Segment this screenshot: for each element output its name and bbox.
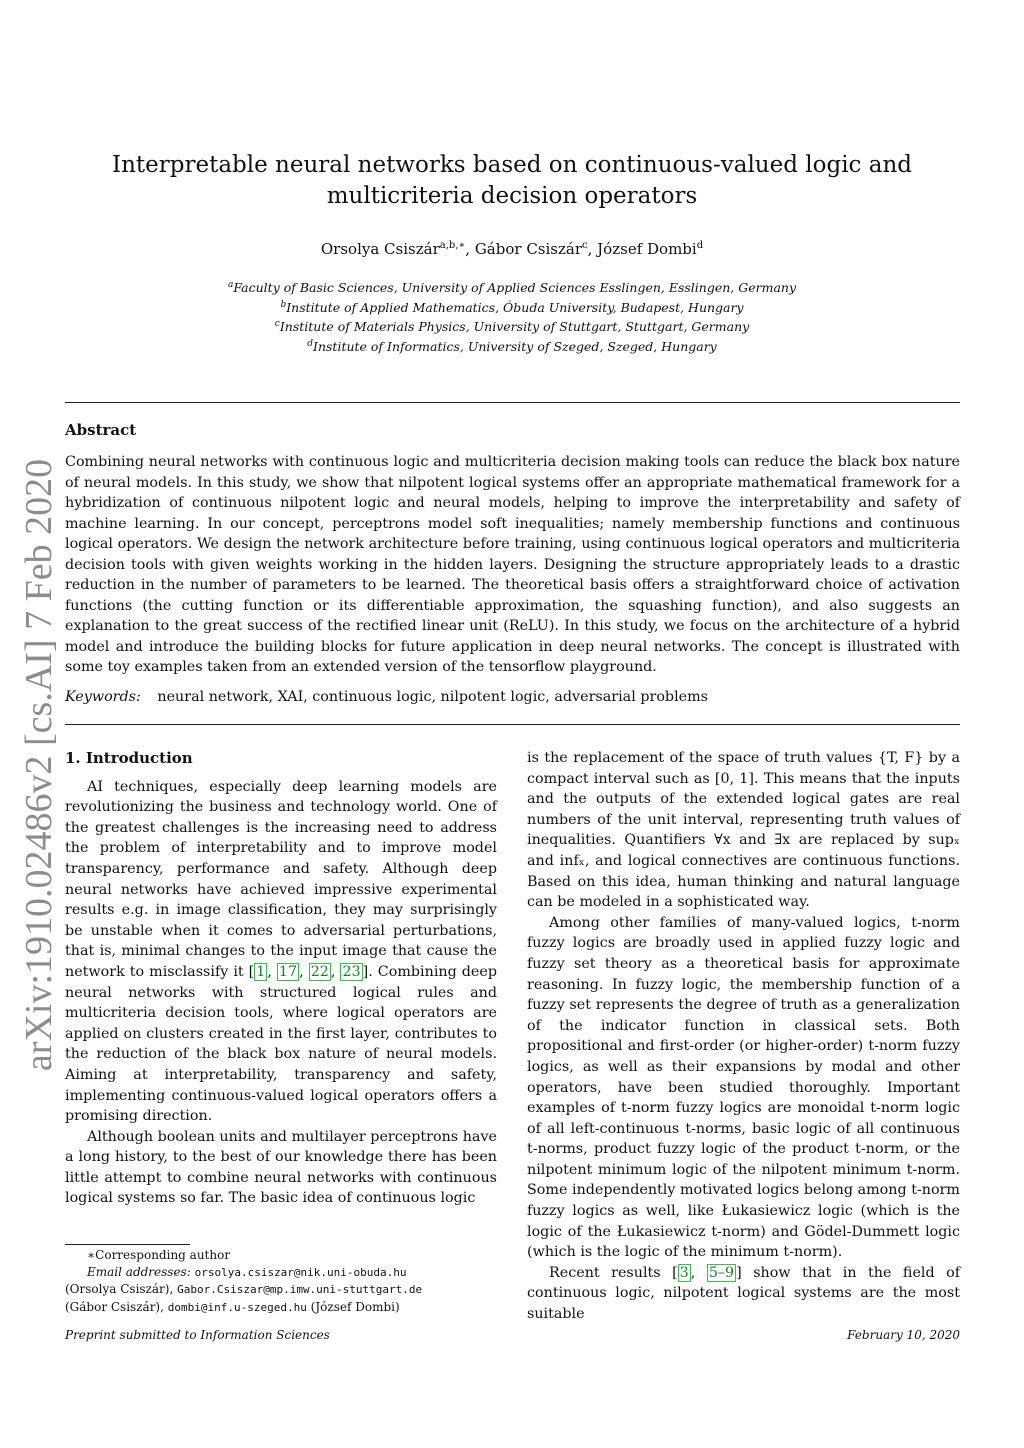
author-affiliation-mark: a,b,∗	[439, 240, 466, 251]
citation-link[interactable]: 22	[310, 963, 329, 980]
author-name: Gábor Csiszár	[474, 240, 583, 258]
intro-paragraph-4: Among other families of many-valued logics, t-norm fuzzy logics are broadly used in applied fuzzy logic and fuzzy set theory as a theoretical basis for approximate reasoning. In fuzzy logic, the membership function of a fuzzy set represents the degree of truth as a generalization of the indicator function in classical sets. Both propositional and first-order (or higher-order) t-norm fuzzy logics, as well as their expansions by modal and other operators, have been studied thoroughly. Important examples of t-norm fuzzy logics are monoidal t-norm logic of all left-continuous t-norms, basic logic of all continuous t-norms, product fuzzy logic of the product t-norm, or the nilpotent minimum logic of the nilpotent minimum t-norm. Some independently motivated logics belong among t-norm fuzzy logics as well, like Łukasiewicz logic (which is the logic of the Łukasiewicz t-norm) and Gödel-Dummett logic (which is the logic of the minimum t-norm).	[527, 914, 960, 1261]
citation-link[interactable]: 5–9	[708, 1264, 735, 1281]
footer-preprint-note: Preprint submitted to Information Sciences	[65, 1328, 330, 1342]
email-line	[65, 1264, 505, 1282]
author-affiliation-mark: d	[696, 240, 704, 251]
footer-date: February 10, 2020	[847, 1328, 960, 1342]
author-name-2: (Gábor Csiszár),	[65, 1299, 164, 1314]
keywords-label: Keywords:	[65, 689, 141, 705]
affiliation-line: $^d$Institute of Informatics, University of Szeged, Szeged, Hungary	[307, 338, 717, 355]
citation-link[interactable]: 1	[256, 963, 266, 980]
citation-link[interactable]: 23	[342, 963, 361, 980]
affiliation-line: $^a$Faculty of Basic Sciences, University of Applied Sciences Esslingen, Esslingen, Germany	[227, 280, 797, 296]
citation-link[interactable]: 3	[679, 1264, 689, 1281]
email-link-3[interactable]: dombi@inf.u-szeged.hu	[167, 1300, 307, 1314]
author-name: József Dombi	[597, 240, 697, 258]
intro-paragraph-1: AI techniques, especially deep learning models are revolutionizing the business and technology world. One of the greatest challenges is the increasing need to address the problem of interpretability and to improve model transparency, performance and safety. Although deep neural networks have achieved impressive experimental results e.g. in image classification, they may surprisingly be unstable when it comes to adversarial perturbations, that is, minimal changes to the input image that cause the network to misclassify it [ 1 , 17 , 22 , 23 ]. Combining deep neural networks with structured logical rules and multicriteria decision tools, where logical operators are applied on clusters created in the first layer, contributes to the reduction of the black box nature of neural models. Aiming at interpretability, transparency and safety, implementing continuous-valued logical operators offers a promising direction.	[65, 778, 497, 1125]
citation-link[interactable]: 17	[278, 963, 298, 980]
footnote-rule	[65, 1244, 190, 1245]
section-heading: 1. Introduction	[65, 749, 193, 767]
right-column	[527, 748, 960, 1325]
keywords-line	[65, 689, 960, 705]
abstract-heading: Abstract	[65, 421, 137, 439]
abstract-text: Combining neural networks with continuous logic and multicriteria decision making tools can reduce the black box nature of neural models. In this study, we show that nilpotent logical systems offer an appropriate mathematical framework for a hybridization of continuous nilpotent logic and neural models, helping to improve the interpretability and safety of machine learning. In our concept, perceptrons model soft inequalities; namely membership functions and continuous logical operators. We design the network architecture before training, using continuous logical operators and multicriteria decision tools with given weights working in the hidden layers. Designing the structure appropriately leads to a drastic reduction in the number of parameters to be learned. The theoretical basis offers a straightforward choice of activation functions (the cutting function or its differentiable approximation, the squashing function), and also suggests an explanation to the great success of the rectified linear unit (ReLU). In this study, we focus on the architecture of a hybrid model and introduce the building blocks for future application in deep neural networks. The concept is illustrated with some toy examples taken from an extended version of the tensorflow playground.	[65, 454, 960, 675]
affiliation-line: $^b$Institute of Applied Mathematics, Óbuda University, Budapest, Hungary	[280, 299, 744, 315]
email-label: Email addresses:	[87, 1264, 191, 1279]
email-line-2	[65, 1281, 505, 1299]
author-affiliation-mark: c	[582, 240, 588, 251]
affiliation-line: $^c$Institute of Materials Physics, University of Stuttgart, Stuttgart, Germany	[274, 319, 750, 335]
intro-paragraph-2: Although boolean units and multilayer perceptrons have a long history, to the best of our knowledge there has been little attempt to combine neural networks with continuous logical systems so far. The basic idea of continuous logic	[65, 1128, 497, 1207]
email-line-3	[65, 1299, 505, 1317]
corresponding-author-note: ∗Corresponding author	[87, 1248, 231, 1262]
author-name: Orsolya Csiszár	[320, 240, 440, 258]
author-name-1: (Orsolya Csiszár),	[65, 1282, 174, 1296]
arxiv-sidebar-stamp: arXiv:1910.02486v2 [cs.AI] 7 Feb 2020	[18, 458, 60, 1072]
abstract-top-rule	[65, 402, 960, 403]
keywords-text: neural network, XAI, continuous logic, nilpotent logic, adversarial problems	[157, 689, 709, 705]
email-link-1[interactable]: orsolya.csiszar@nik.uni-obuda.hu	[194, 1265, 407, 1279]
footnotes	[65, 1247, 505, 1316]
left-column	[65, 748, 497, 1209]
author-name-3: (József Dombi)	[310, 1299, 400, 1314]
author-list: Orsolya Csiszár$^{a,b,∗}$, Gábor Csiszár$^c$, József Dombi$^d$	[320, 240, 704, 258]
intro-paragraph-3: is the replacement of the space of truth values {T, F} by a compact interval such as [0, 1]. This means that the inputs and the outputs of the extended logical gates are real numbers of the unit interval, representing truth values of inequalities. Quantifiers ∀x and ∃x are replaced by supₓ and infₓ, and logical connectives are continuous functions. Based on this idea, human thinking and natural language can be modeled in a sophisticated way.	[527, 750, 960, 911]
paper-title: Interpretable neural networks based on continuous-valued logic and multicriteria decision operators	[112, 152, 912, 209]
affiliation-list	[80, 277, 944, 356]
email-link-2[interactable]: Gabor.Csiszar@mp.imw.uni-stuttgart.de	[177, 1283, 423, 1296]
abstract-bottom-rule	[65, 724, 960, 725]
intro-paragraph-5: Recent results [ 3 , 5–9 ] show that in the field of continuous logic, nilpotent logical systems are the most suitable	[527, 1264, 961, 1323]
